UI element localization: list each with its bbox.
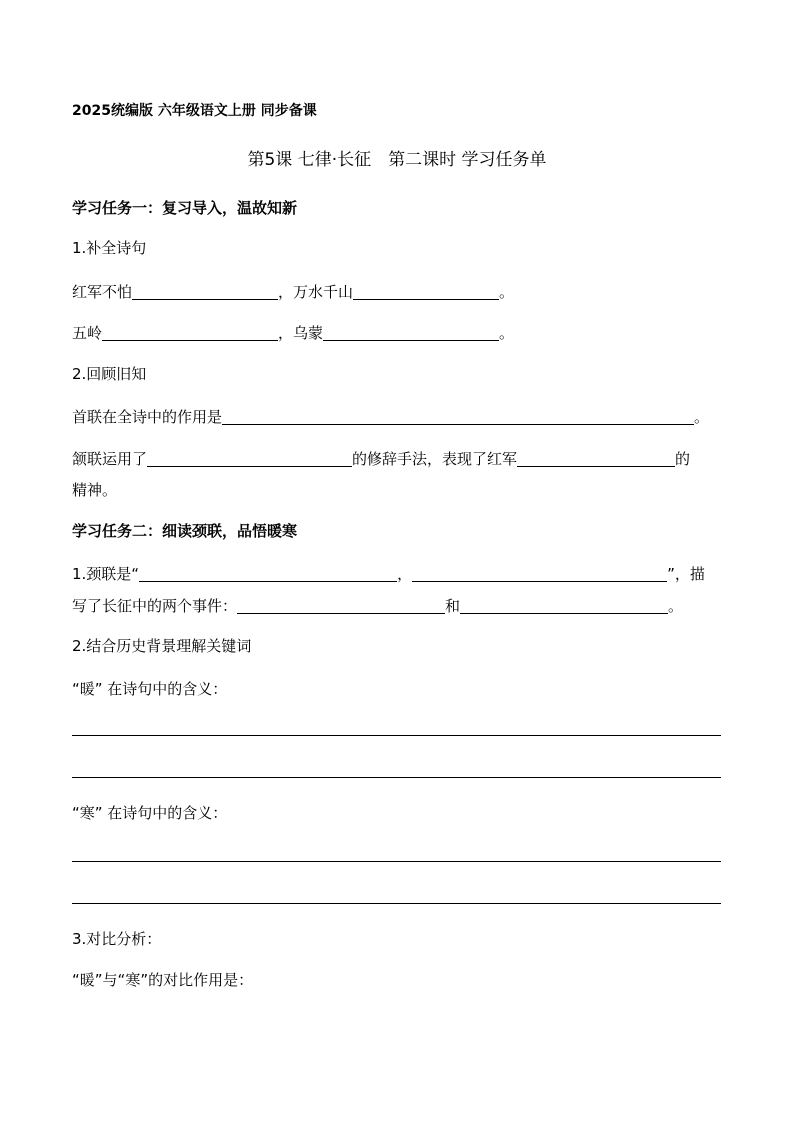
contrast-effect-label: “暖”与“寒”的对比作用是：	[72, 971, 254, 989]
text-segment: 。	[694, 408, 710, 426]
text-segment: ，万水千山	[278, 283, 354, 301]
text-segment: 。	[668, 597, 684, 615]
text-segment: 的	[675, 450, 691, 468]
task2-q1-line2	[72, 596, 683, 616]
fill-blank[interactable]	[353, 283, 499, 300]
nuan-meaning-label: “暖” 在诗句中的含义：	[72, 680, 228, 698]
han-meaning-label: “寒” 在诗句中的含义：	[72, 804, 228, 822]
text-segment: 。	[499, 324, 515, 342]
task1-q2-line2	[72, 449, 690, 469]
fill-blank[interactable]	[460, 597, 668, 614]
task1-q1-line1	[72, 282, 514, 302]
task1-q2-line1	[72, 407, 709, 427]
fill-blank[interactable]	[412, 565, 667, 582]
text-segment: 。	[499, 283, 515, 301]
text-segment: 写了长征中的两个事件：	[72, 597, 238, 615]
answer-line[interactable]	[72, 777, 721, 778]
task2-heading: 学习任务二：细读颈联，品悟暖寒	[72, 522, 298, 540]
task1-q1-label: 1.补全诗句	[72, 239, 147, 257]
fill-blank[interactable]	[147, 450, 352, 467]
task1-q2-label: 2.回顾旧知	[72, 365, 147, 383]
text-segment: ，乌蒙	[278, 324, 324, 342]
text-segment: ，	[397, 565, 413, 583]
task2-q3-label: 3.对比分析：	[72, 930, 162, 948]
task2-q1-line1	[72, 564, 705, 584]
answer-line[interactable]	[72, 903, 721, 904]
text-segment: 五岭	[72, 324, 103, 342]
fill-blank[interactable]	[102, 324, 278, 341]
fill-blank[interactable]	[132, 283, 278, 300]
fill-blank[interactable]	[237, 597, 445, 614]
answer-line[interactable]	[72, 861, 721, 862]
task1-heading: 学习任务一：复习导入，温故知新	[72, 199, 298, 217]
page-title: 第5课 七律·长征 第二课时 学习任务单	[247, 150, 547, 170]
document-header: 2025统编版 六年级语文上册 同步备课	[72, 103, 317, 119]
fill-blank[interactable]	[222, 408, 694, 425]
fill-blank[interactable]	[517, 450, 675, 467]
text-segment: 和	[445, 597, 461, 615]
text-segment: 红军不怕	[72, 283, 133, 301]
answer-line[interactable]	[72, 735, 721, 736]
text-segment: 的修辞手法，表现了红军	[352, 450, 518, 468]
fill-blank[interactable]	[139, 565, 397, 582]
task1-q1-line2	[72, 323, 514, 343]
fill-blank[interactable]	[323, 324, 499, 341]
task1-q2-line3: 精神。	[72, 481, 118, 499]
text-segment: 首联在全诗中的作用是	[72, 408, 223, 426]
text-segment: 颔联运用了	[72, 450, 148, 468]
text-segment: ”，描	[667, 565, 705, 583]
task2-q2-label: 2.结合历史背景理解关键词	[72, 637, 252, 655]
text-segment: 1.颈联是“	[72, 565, 140, 583]
